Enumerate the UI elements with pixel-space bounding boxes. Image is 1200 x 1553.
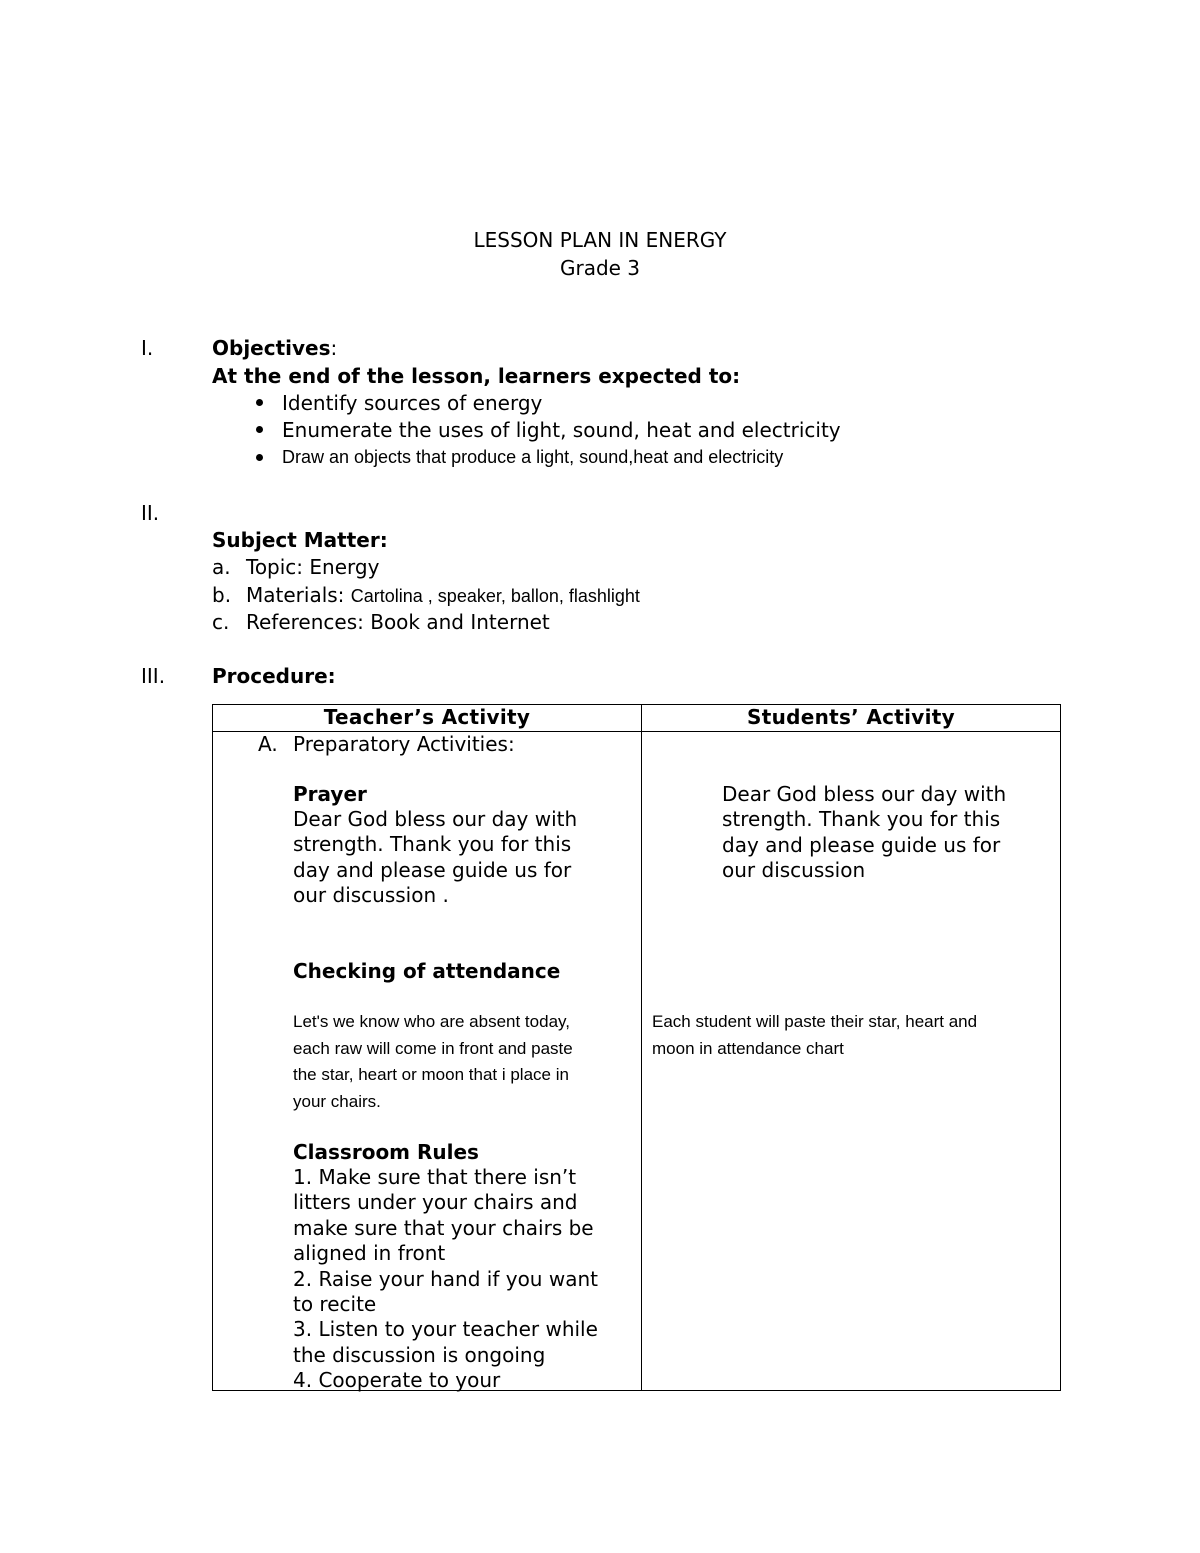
- text-line: our discussion: [722, 858, 866, 883]
- text-line: Each student will paste their star, heart and: [652, 1012, 978, 1031]
- students-activity-cell: [642, 732, 1061, 1391]
- bullet-icon: [256, 399, 263, 406]
- text-line: day and please guide us for: [293, 857, 572, 882]
- bullet-icon: [256, 426, 263, 433]
- text-line: 2. Raise your hand if you want: [293, 1266, 598, 1291]
- text-line: strength. Thank you for this: [722, 807, 1001, 832]
- objective-item: Identify sources of energy: [282, 391, 543, 415]
- objectives-heading-colon: :: [330, 336, 338, 360]
- table-header-row: [213, 705, 1061, 732]
- text-line: strength. Thank you for this: [293, 832, 572, 857]
- objectives-heading-text: Objectives: [212, 336, 331, 360]
- materials-label: Materials:: [246, 583, 351, 607]
- section-numeral-2: II.: [141, 501, 160, 525]
- students-prayer-text: [722, 782, 1006, 884]
- section-numeral-3: III.: [141, 664, 166, 688]
- text-line: our discussion .: [293, 883, 449, 908]
- attendance-heading: Checking of attendance: [293, 959, 561, 983]
- bullet-icon: [256, 454, 263, 461]
- document-title: LESSON PLAN IN ENERGY: [473, 228, 727, 252]
- text-line: 1. Make sure that there isn’t: [293, 1165, 577, 1189]
- objective-item: Draw an objects that produce a light, sound,heat and electricity: [282, 447, 784, 467]
- grade-label: Grade 3: [559, 256, 641, 280]
- teacher-prayer-text: [293, 807, 577, 909]
- objective-item: Enumerate the uses of light, sound, heat and electricity: [282, 418, 841, 442]
- procedure-table: [212, 704, 1061, 1391]
- text-line: make sure that your chairs be: [293, 1215, 594, 1240]
- text-line: each raw will come in front and paste: [293, 1038, 573, 1058]
- objectives-intro: At the end of the lesson, learners expected to:: [212, 364, 741, 388]
- text-line: 3. Listen to your teacher while: [293, 1317, 598, 1342]
- subject-item-topic: Topic: Energy: [246, 555, 380, 579]
- list-marker: A.: [258, 732, 278, 756]
- subject-item-references: References: Book and Internet: [246, 610, 550, 634]
- subject-marker: b.: [212, 583, 232, 607]
- text-line: aligned in front: [293, 1241, 446, 1266]
- objectives-heading: [212, 336, 337, 360]
- preparatory-activities: Preparatory Activities:: [293, 732, 515, 756]
- procedure-heading: Procedure:: [212, 664, 336, 688]
- students-activity-header: Students’ Activity: [642, 705, 1061, 732]
- text-line: Dear God bless our day with: [293, 807, 578, 831]
- text-line: Dear God bless our day with: [722, 782, 1007, 806]
- text-line: to recite: [293, 1292, 377, 1317]
- classroom-rules-text: [293, 1165, 598, 1394]
- teacher-attendance-text: [293, 1009, 573, 1115]
- prayer-heading: Prayer: [293, 782, 367, 806]
- text-line: the discussion is ongoing: [293, 1342, 546, 1367]
- text-line: the star, heart or moon that i place in: [293, 1065, 569, 1084]
- text-line: 4. Cooperate to your: [293, 1368, 501, 1393]
- text-line: your chairs.: [293, 1091, 381, 1111]
- subject-marker: c.: [212, 610, 230, 634]
- subject-item-materials: [246, 583, 640, 607]
- teacher-activity-header: Teacher’s Activity: [213, 705, 642, 732]
- subject-matter-heading: Subject Matter:: [212, 528, 388, 552]
- students-attendance-text: [652, 1009, 977, 1062]
- teacher-activity-cell: [213, 732, 642, 1391]
- text-line: day and please guide us for: [722, 832, 1001, 857]
- text-line: moon in attendance chart: [652, 1038, 844, 1058]
- classroom-rules-heading: Classroom Rules: [293, 1140, 479, 1164]
- subject-marker: a.: [212, 555, 231, 579]
- materials-list: Cartolina , speaker, ballon, flashlight: [350, 586, 640, 606]
- text-line: litters under your chairs and: [293, 1190, 578, 1215]
- section-numeral-1: I.: [141, 336, 154, 360]
- text-line: Let's we know who are absent today,: [293, 1012, 570, 1031]
- table-row: [213, 732, 1061, 1391]
